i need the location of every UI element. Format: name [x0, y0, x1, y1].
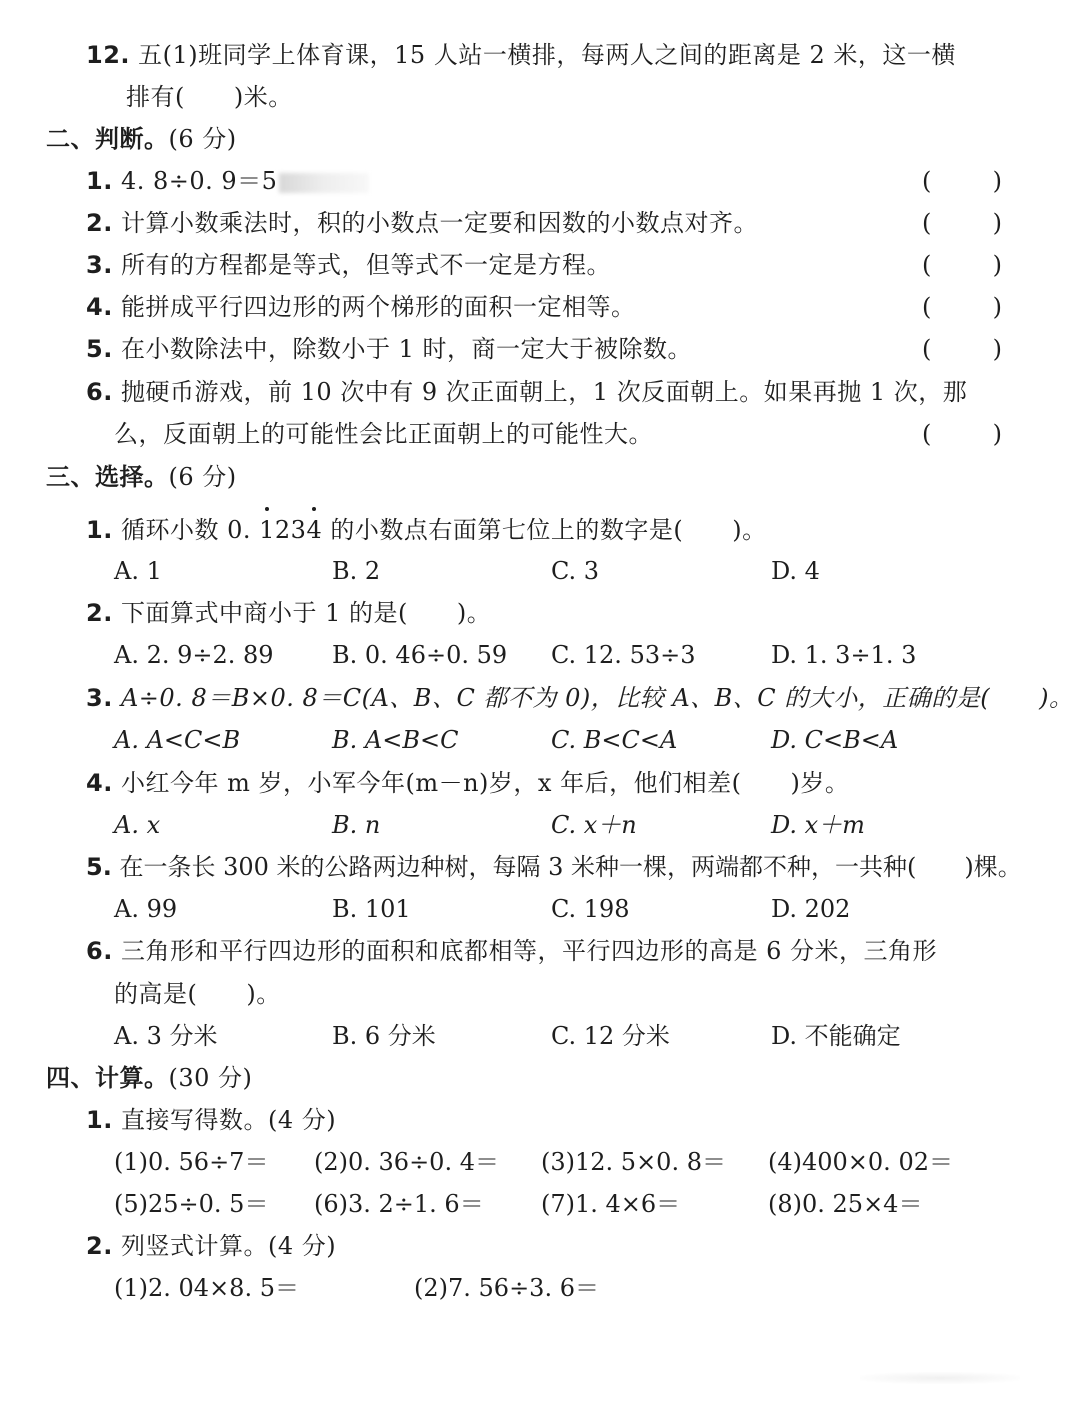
answer-paren[interactable] — [922, 290, 1002, 324]
paren-open: ( — [922, 335, 932, 363]
answer-paren[interactable] — [922, 206, 1002, 240]
choice-text: 三角形和平行四边形的面积和底都相等，平行四边形的高是 6 分米，三角形 — [120, 937, 937, 965]
judge-item-4 — [86, 290, 635, 324]
paren-close: ) — [992, 420, 1002, 448]
q12-line1 — [86, 38, 956, 72]
judge-item-text: 抛硬币游戏，前 10 次中有 9 次正面朝上，1 次反面朝上。如果再抛 1 次，那 — [120, 378, 968, 406]
choice-q4 — [86, 766, 849, 800]
section2-title: 二、判断。 — [46, 124, 169, 153]
calc-item[interactable]: (3)12. 5×0. 8＝ — [541, 1148, 726, 1176]
option-d[interactable]: D. C<B<A — [771, 726, 899, 754]
choice-number: 5. — [86, 853, 112, 881]
paren-open: ( — [922, 167, 932, 195]
choice-q1 — [86, 513, 767, 547]
paren-open: ( — [922, 251, 932, 279]
judge-item-2 — [86, 206, 758, 240]
calc-item[interactable]: (1)2. 04×8. 5＝ — [114, 1274, 299, 1302]
answer-paren[interactable] — [922, 248, 1002, 282]
section2-heading — [46, 122, 237, 156]
calc-sub-number: 2. — [86, 1232, 113, 1260]
judge-item-number: 5. — [86, 335, 113, 363]
option-d[interactable]: D. 4 — [771, 557, 820, 585]
section3-title: 三、选择。 — [46, 462, 169, 491]
calc-item[interactable]: (2)0. 36÷0. 4＝ — [314, 1148, 499, 1176]
choice-number: 3. — [86, 684, 113, 712]
option-b[interactable]: B. n — [332, 811, 381, 839]
section4-title: 四、计算。 — [46, 1063, 169, 1092]
option-a[interactable]: A. 1 — [114, 557, 162, 585]
choice-q3 — [86, 681, 1074, 715]
judge-item-6 — [86, 375, 967, 409]
q12-line2: 排有( )米。 — [126, 83, 293, 111]
choice-q6 — [86, 934, 937, 968]
repeating-digit-dot: 1 — [259, 513, 275, 547]
option-b[interactable]: B. 0. 46÷0. 59 — [332, 641, 508, 669]
choice-q6-line2: 的高是( )。 — [114, 980, 281, 1008]
paren-open: ( — [922, 420, 932, 448]
section4-score: (30 分) — [168, 1064, 253, 1092]
choice-number: 2. — [86, 599, 113, 627]
judge-item-5 — [86, 332, 692, 366]
option-c[interactable]: C. 198 — [551, 895, 630, 923]
paren-close: ) — [992, 167, 1002, 195]
calc-item[interactable]: (6)3. 2÷1. 6＝ — [314, 1190, 484, 1218]
choice-number: 6. — [86, 937, 113, 965]
calc-item[interactable]: (5)25÷0. 5＝ — [114, 1190, 269, 1218]
option-b[interactable]: B. 6 分米 — [332, 1022, 436, 1050]
judge-item-number: 3. — [86, 251, 113, 279]
calc-item[interactable]: (2)7. 56÷3. 6＝ — [414, 1274, 599, 1302]
choice-q2 — [86, 596, 491, 630]
option-a[interactable]: A. 3 分米 — [114, 1022, 218, 1050]
choice-text-post: 的小数点右面第七位上的数字是( )。 — [322, 516, 767, 544]
choice-text-mid: 23 — [274, 516, 307, 544]
answer-paren[interactable] — [922, 332, 1002, 366]
calc-item[interactable]: (7)1. 4×6＝ — [541, 1190, 681, 1218]
judge-item-1 — [86, 164, 369, 198]
scan-smudge — [860, 1372, 1020, 1384]
option-c[interactable]: C. 12. 53÷3 — [551, 641, 696, 669]
judge-item-number: 1. — [86, 167, 113, 195]
paren-close: ) — [992, 251, 1002, 279]
judge-item-number: 2. — [86, 209, 113, 237]
option-b[interactable]: B. 101 — [332, 895, 411, 923]
repeating-digit-dot: 4 — [306, 513, 322, 547]
paren-open: ( — [922, 209, 932, 237]
calc-item[interactable]: (1)0. 56÷7＝ — [114, 1148, 269, 1176]
option-d[interactable]: D. x＋m — [771, 811, 865, 839]
paren-open: ( — [922, 293, 932, 321]
answer-paren[interactable] — [922, 164, 1002, 198]
section4-heading — [46, 1061, 252, 1095]
answer-paren[interactable] — [922, 417, 1002, 451]
section3-score: (6 分) — [168, 463, 237, 491]
q12-number: 12. — [86, 41, 131, 69]
paren-close: ) — [992, 209, 1002, 237]
option-d[interactable]: D. 不能确定 — [771, 1022, 901, 1050]
choice-q5 — [86, 850, 1022, 884]
option-d[interactable]: D. 1. 3÷1. 3 — [771, 641, 917, 669]
blurred-answer — [279, 173, 369, 193]
section2-score: (6 分) — [168, 125, 237, 153]
calc-item[interactable]: (8)0. 25×4＝ — [768, 1190, 923, 1218]
calc-sub-text: 直接写得数。(4 分) — [120, 1106, 337, 1134]
choice-text: 在一条长 300 米的公路两边种树，每隔 3 米种一棵，两端都不种，一共种( )棵。 — [119, 853, 1022, 881]
option-a[interactable]: A. A<C<B — [114, 726, 241, 754]
calc-item[interactable]: (4)400×0. 02＝ — [768, 1148, 953, 1176]
calc-sub2 — [86, 1229, 336, 1263]
judge-item-3 — [86, 248, 611, 282]
calc-sub1 — [86, 1103, 336, 1137]
option-a[interactable]: A. 99 — [114, 895, 178, 923]
choice-text: 小红今年 m 岁，小军今年(m－n)岁，x 年后，他们相差( )岁。 — [120, 769, 850, 797]
section3-heading — [46, 460, 237, 494]
option-b[interactable]: B. A<B<C — [332, 726, 459, 754]
choice-text-pre: 循环小数 0. — [120, 516, 260, 544]
judge-item-text: 在小数除法中，除数小于 1 时，商一定大于被除数。 — [120, 335, 692, 363]
calc-sub-number: 1. — [86, 1106, 113, 1134]
option-d[interactable]: D. 202 — [771, 895, 851, 923]
option-c[interactable]: C. x＋n — [551, 811, 637, 839]
paren-close: ) — [992, 335, 1002, 363]
judge-item-number: 6. — [86, 378, 113, 406]
choice-text: 下面算式中商小于 1 的是( )。 — [120, 599, 492, 627]
option-c[interactable]: C. 12 分米 — [551, 1022, 670, 1050]
paren-close: ) — [992, 293, 1002, 321]
option-c[interactable]: C. B<C<A — [551, 726, 678, 754]
choice-number: 1. — [86, 516, 113, 544]
calc-sub-text: 列竖式计算。(4 分) — [120, 1232, 337, 1260]
judge-item-number: 4. — [86, 293, 113, 321]
option-a[interactable]: A. x — [114, 811, 161, 839]
judge-item-text: 所有的方程都是等式，但等式不一定是方程。 — [120, 251, 611, 279]
judge-item-text: 4. 8÷0. 9＝5 — [120, 167, 278, 195]
option-a[interactable]: A. 2. 9÷2. 89 — [114, 641, 274, 669]
q12-text: 五(1)班同学上体育课，15 人站一横排，每两人之间的距离是 2 米，这一横 — [138, 41, 956, 69]
judge-item-text: 计算小数乘法时，积的小数点一定要和因数的小数点对齐。 — [120, 209, 758, 237]
judge-item-text: 能拼成平行四边形的两个梯形的面积一定相等。 — [120, 293, 636, 321]
judge-item-6-line2: 么，反面朝上的可能性会比正面朝上的可能性大。 — [114, 420, 653, 448]
choice-text: A÷0. 8＝B×0. 8＝C(A、B、C 都不为 0)，比较 A、B、C 的大小，正确的是( )。 — [120, 684, 1074, 712]
option-b[interactable]: B. 2 — [332, 557, 381, 585]
option-c[interactable]: C. 3 — [551, 557, 600, 585]
choice-number: 4. — [86, 769, 113, 797]
